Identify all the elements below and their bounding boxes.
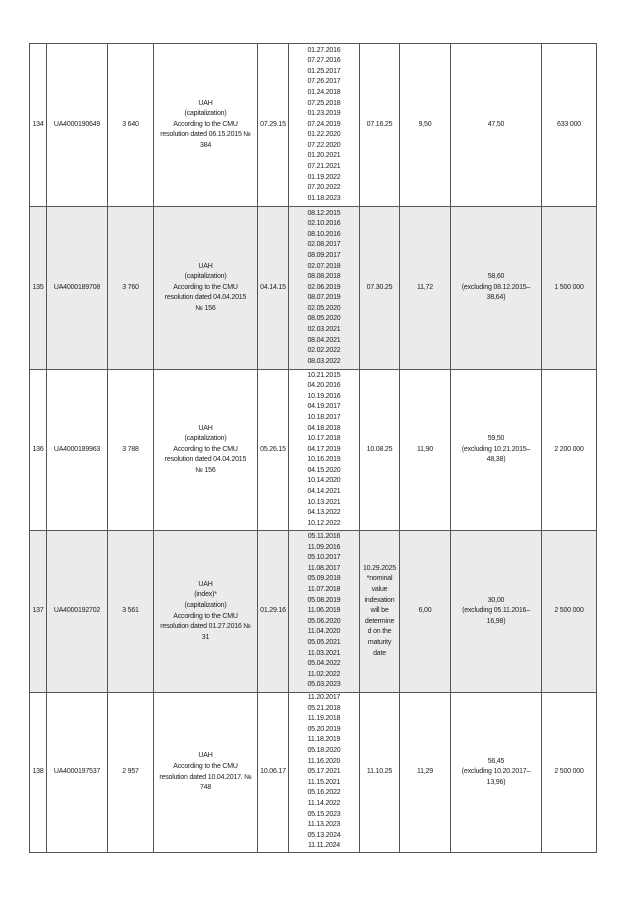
coupon-dates (289, 531, 360, 693)
coupon-dates-line: 01.20.2021 (307, 152, 341, 160)
description-cell-line: resolution dated 06.15.2015 № (160, 131, 251, 139)
description-cell (154, 693, 258, 853)
price-cell (451, 693, 542, 853)
coupon-dates-line: 10.19.2016 (307, 392, 341, 400)
issue-date: 01.29.16 (258, 531, 289, 693)
coupon-dates-line: 11.19.2018 (307, 715, 341, 723)
price-cell-line: (excluding 08.12.2015– (461, 283, 531, 291)
price-cell-line: 30,00 (487, 596, 505, 604)
coupon-dates-line: 05.10.2017 (307, 554, 341, 562)
description-cell-line: According to the CMU (173, 445, 238, 453)
coupon-dates-line: 11.13.2023 (307, 821, 341, 829)
coupon-dates-line: 02.08.2017 (307, 241, 341, 249)
coupon-dates-line: 08.10.2016 (307, 230, 341, 238)
maturity-date-line: d on the (367, 628, 392, 636)
coupon-dates-line: 05.08.2019 (307, 596, 341, 604)
coupon-dates-line: 11.14.2022 (307, 799, 341, 807)
maturity-date-line: 10.08.25 (366, 445, 393, 453)
coupon-dates-line: 08.04.2021 (307, 336, 341, 344)
coupon-dates-line: 10.18.2017 (307, 413, 341, 421)
table-row (30, 44, 597, 207)
isin-code: UA4000189708 (47, 207, 108, 370)
price-cell (451, 531, 542, 693)
price-cell-line: 56,45 (487, 757, 505, 765)
coupon-dates-line: 04.13.2022 (307, 509, 341, 517)
maturity-date-line: 11.10.25 (366, 768, 393, 776)
description-cell-line: (capitalization) (184, 273, 227, 281)
description-cell-line: UAH (198, 752, 213, 760)
price-cell-line: 47,50 (487, 120, 505, 128)
coupon-dates-line: 08.05.2020 (307, 315, 341, 323)
price-cell-line: 13,96) (486, 778, 506, 786)
description-cell (154, 207, 258, 370)
coupon-dates-line: 04.19.2017 (307, 403, 341, 411)
price-cell (451, 44, 542, 207)
rate-cell: 6,00 (400, 531, 451, 693)
description-cell-line: № 156 (195, 466, 216, 474)
maturity-date-line: 07.30.25 (366, 283, 393, 291)
issue-date: 07.29.15 (258, 44, 289, 207)
coupon-dates-line: 05.09.2018 (307, 575, 341, 583)
coupon-dates-line: 07.26.2017 (307, 78, 341, 86)
coupon-dates-line: 11.02.2022 (307, 670, 341, 678)
isin-code: UA4000197537 (47, 693, 108, 853)
coupon-dates-line: 05.13.2024 (307, 831, 341, 839)
isin-code: UA4000192702 (47, 531, 108, 693)
coupon-dates-line: 11.06.2019 (307, 607, 341, 615)
price-cell-line: (excluding 10.20.2017– (461, 768, 531, 776)
coupon-dates (289, 207, 360, 370)
description-cell-line: (capitalization) (184, 110, 227, 118)
price-cell-line: 38,64) (486, 294, 506, 302)
coupon-dates-line: 01.18.2023 (307, 194, 341, 202)
coupon-dates-line: 11.15.2021 (307, 778, 341, 786)
row-number: 136 (30, 370, 47, 531)
price-cell-line: (excluding 05.11.2016– (462, 607, 530, 615)
coupon-dates-line: 05.18.2020 (307, 747, 341, 755)
coupon-dates-line: 01.27.2016 (307, 46, 341, 54)
description-cell-line: UAH (198, 99, 213, 107)
coupon-dates-line: 04.17.2019 (307, 445, 341, 453)
table-row (30, 207, 597, 370)
coupon-dates-line: 02.10.2016 (307, 220, 341, 228)
coupon-dates-line: 10.14.2020 (307, 477, 341, 485)
coupon-dates-line: 05.17.2021 (307, 768, 341, 776)
maturity-date (360, 207, 400, 370)
table-row (30, 693, 597, 853)
amount-cell: 2 957 (108, 693, 154, 853)
description-cell-line: UAH (198, 580, 213, 588)
maturity-date-line: maturity (367, 638, 392, 646)
coupon-dates-line: 07.27.2016 (307, 57, 341, 65)
price-cell-line: 48,38) (486, 456, 506, 464)
coupon-dates-line: 10.16.2019 (307, 456, 341, 464)
bond-table (29, 43, 597, 853)
coupon-dates-line: 04.15.2020 (307, 466, 341, 474)
price-cell-line: 16,98) (486, 617, 506, 625)
coupon-dates-line: 11.08.2017 (307, 564, 341, 572)
price-cell (451, 370, 542, 531)
coupon-dates (289, 44, 360, 207)
maturity-date-line: determine (364, 617, 395, 625)
maturity-date-line: 07.16.25 (366, 120, 393, 128)
maturity-date-line: value (371, 586, 388, 594)
maturity-date (360, 44, 400, 207)
description-cell-line: According to the CMU (173, 612, 238, 620)
maturity-date-line: *nominal (366, 575, 393, 583)
coupon-dates-line: 07.20.2022 (307, 184, 341, 192)
description-cell (154, 531, 258, 693)
description-cell-line: 31 (201, 633, 210, 641)
coupon-dates-line: 05.21.2018 (307, 704, 341, 712)
coupon-dates-line: 11.07.2018 (307, 586, 341, 594)
coupon-dates-line: 05.05.2021 (307, 638, 341, 646)
maturity-date (360, 370, 400, 531)
coupon-dates-line: 04.20.2016 (307, 382, 341, 390)
coupon-dates-line: 08.09.2017 (307, 251, 341, 259)
coupon-dates-line: 01.22.2020 (307, 131, 341, 139)
coupon-dates-line: 05.06.2020 (307, 617, 341, 625)
issue-date: 10.06.17 (258, 693, 289, 853)
coupon-dates-line: 04.14.2021 (307, 488, 341, 496)
row-number: 138 (30, 693, 47, 853)
rate-cell: 9,50 (400, 44, 451, 207)
price-cell (451, 207, 542, 370)
isin-code: UA4000190649 (47, 44, 108, 207)
coupon-dates-line: 10.17.2018 (307, 435, 341, 443)
row-number: 134 (30, 44, 47, 207)
volume-cell: 2 500 000 (542, 531, 597, 693)
coupon-dates-line: 04.18.2018 (307, 424, 341, 432)
description-cell-line: № 156 (195, 304, 216, 312)
description-cell (154, 44, 258, 207)
volume-cell: 1 500 000 (542, 207, 597, 370)
rate-cell: 11,72 (400, 207, 451, 370)
amount-cell: 3 640 (108, 44, 154, 207)
price-cell-line: 59,50 (487, 435, 505, 443)
description-cell-line: According to the CMU (173, 283, 238, 291)
description-cell-line: (capitalization) (184, 601, 227, 609)
description-cell-line: (index)* (194, 591, 217, 599)
amount-cell: 3 788 (108, 370, 154, 531)
coupon-dates-line: 01.19.2022 (307, 173, 341, 181)
coupon-dates-line: 01.25.2017 (307, 67, 341, 75)
amount-cell: 3 760 (108, 207, 154, 370)
coupon-dates-line: 11.04.2020 (307, 628, 341, 636)
row-number: 135 (30, 207, 47, 370)
description-cell-line: According to the CMU (173, 120, 238, 128)
coupon-dates-line: 02.06.2019 (307, 283, 341, 291)
coupon-dates-line: 07.22.2020 (307, 141, 341, 149)
coupon-dates (289, 693, 360, 853)
description-cell-line: 384 (199, 141, 212, 149)
maturity-date (360, 693, 400, 853)
description-cell-line: resolution dated 04.04.2015 (164, 294, 247, 302)
description-cell (154, 370, 258, 531)
coupon-dates-line: 05.11.2016 (307, 533, 341, 541)
coupon-dates-line: 10.21.2015 (307, 371, 341, 379)
maturity-date-line: date (373, 649, 386, 657)
coupon-dates (289, 370, 360, 531)
coupon-dates-line: 05.04.2022 (307, 660, 341, 668)
coupon-dates-line: 11.03.2021 (307, 649, 341, 657)
coupon-dates-line: 07.25.2018 (307, 99, 341, 107)
coupon-dates-line: 01.24.2018 (307, 88, 341, 96)
coupon-dates-line: 02.07.2018 (307, 262, 341, 270)
description-cell-line: resolution dated 10.04.2017. № (159, 773, 252, 781)
issue-date: 04.14.15 (258, 207, 289, 370)
rate-cell: 11,90 (400, 370, 451, 531)
isin-code: UA4000189963 (47, 370, 108, 531)
amount-cell: 3 561 (108, 531, 154, 693)
description-cell-line: resolution dated 04.04.2015 (164, 456, 247, 464)
description-cell-line: resolution dated 01.27.2016 № (160, 623, 251, 631)
coupon-dates-line: 11.18.2019 (307, 736, 341, 744)
bond-table-body (30, 44, 597, 853)
coupon-dates-line: 10.12.2022 (307, 519, 341, 527)
coupon-dates-line: 11.09.2016 (307, 543, 341, 551)
description-cell-line: According to the CMU (173, 762, 238, 770)
coupon-dates-line: 07.21.2021 (307, 163, 341, 171)
volume-cell: 633 000 (542, 44, 597, 207)
coupon-dates-line: 10.13.2021 (307, 498, 341, 506)
coupon-dates-line: 08.08.2018 (307, 273, 341, 281)
coupon-dates-line: 11.11.2024 (308, 842, 340, 850)
issue-date: 05.26.15 (258, 370, 289, 531)
maturity-date-line: will be (370, 607, 389, 615)
coupon-dates-line: 11.20.2017 (307, 694, 341, 702)
description-cell-line: UAH (198, 424, 213, 432)
volume-cell: 2 500 000 (542, 693, 597, 853)
coupon-dates-line: 07.24.2019 (307, 120, 341, 128)
coupon-dates-line: 11.16.2020 (307, 757, 341, 765)
coupon-dates-line: 05.16.2022 (307, 789, 341, 797)
description-cell-line: (capitalization) (184, 435, 227, 443)
volume-cell: 2 200 000 (542, 370, 597, 531)
coupon-dates-line: 05.20.2019 (307, 725, 341, 733)
maturity-date (360, 531, 400, 693)
table-row (30, 370, 597, 531)
price-cell-line: 58,60 (487, 273, 505, 281)
maturity-date-line: 10.29.2025 (362, 564, 397, 572)
coupon-dates-line: 02.05.2020 (307, 304, 341, 312)
table-row (30, 531, 597, 693)
coupon-dates-line: 05.03.2023 (307, 681, 341, 689)
description-cell-line: 748 (199, 784, 212, 792)
coupon-dates-line: 08.12.2015 (307, 209, 341, 217)
coupon-dates-line: 01.23.2019 (307, 110, 341, 118)
coupon-dates-line: 02.02.2022 (307, 347, 341, 355)
coupon-dates-line: 02.03.2021 (307, 326, 341, 334)
price-cell-line: (excluding 10.21.2015– (461, 445, 531, 453)
coupon-dates-line: 08.07.2019 (307, 294, 341, 302)
coupon-dates-line: 05.15.2023 (307, 810, 341, 818)
maturity-date-line: indexation (364, 596, 395, 604)
description-cell-line: UAH (198, 262, 213, 270)
row-number: 137 (30, 531, 47, 693)
coupon-dates-line: 08.03.2022 (307, 357, 341, 365)
rate-cell: 11,29 (400, 693, 451, 853)
